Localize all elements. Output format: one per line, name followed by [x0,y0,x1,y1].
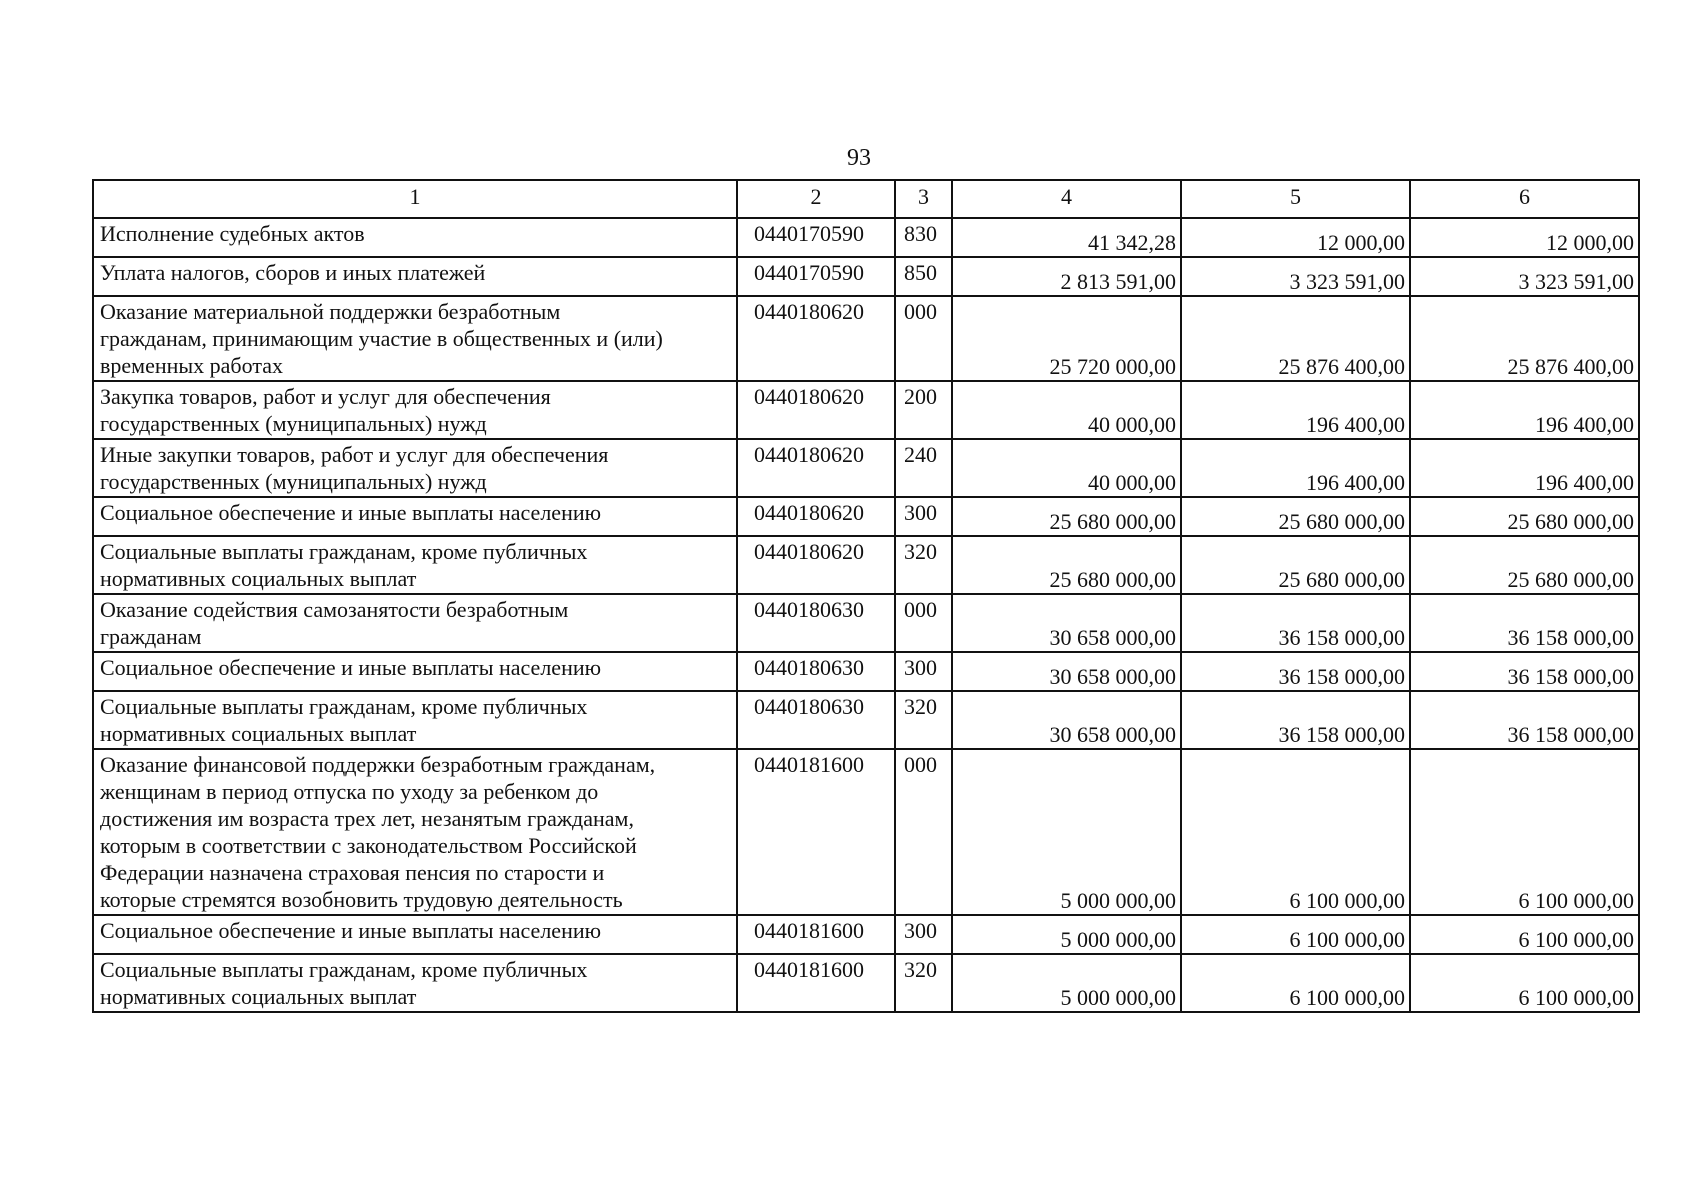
column-header: 4 [952,180,1181,218]
cell-amount-col6: 6 100 000,00 [1410,954,1639,1012]
cell-expense-type: 300 [895,497,952,536]
cell-item-name: Социальные выплаты гражданам, кроме публичных нормативных социальных выплат [93,691,737,749]
cell-item-name: Оказание финансовой поддержки безработным гражданам, женщинам в период отпуска по уходу за ребенком до достижения им возраста трех лет, незанятым гражданам, которым в соответствии с законодательством Российской Федерации назначена страховая пенсия по старости и которые стремятся возобновить трудовую деятельность [93,749,737,915]
cell-item-name: Оказание материальной поддержки безработным гражданам, принимающим участие в общественных и (или) временных работах [93,296,737,381]
cell-amount-col4: 30 658 000,00 [952,594,1181,652]
budget-table [92,179,1640,1013]
cell-amount-col5: 196 400,00 [1181,439,1410,497]
table-row [93,594,1639,652]
cell-item-name: Социальное обеспечение и иные выплаты населению [93,915,737,954]
cell-expense-type: 850 [895,257,952,296]
cell-amount-col4: 30 658 000,00 [952,691,1181,749]
cell-amount-col5: 12 000,00 [1181,218,1410,257]
cell-expense-type: 000 [895,749,952,915]
cell-target-code: 0440180620 [737,497,895,536]
cell-amount-col6: 36 158 000,00 [1410,691,1639,749]
cell-amount-col6: 3 323 591,00 [1410,257,1639,296]
cell-expense-type: 320 [895,954,952,1012]
cell-amount-col5: 25 680 000,00 [1181,536,1410,594]
cell-amount-col4: 25 720 000,00 [952,296,1181,381]
cell-amount-col5: 36 158 000,00 [1181,652,1410,691]
cell-expense-type: 000 [895,594,952,652]
cell-amount-col6: 6 100 000,00 [1410,915,1639,954]
cell-target-code: 0440170590 [737,218,895,257]
cell-item-name: Оказание содействия самозанятости безработным гражданам [93,594,737,652]
table-row [93,652,1639,691]
cell-amount-col5: 25 680 000,00 [1181,497,1410,536]
column-header: 3 [895,180,952,218]
cell-amount-col4: 5 000 000,00 [952,915,1181,954]
cell-amount-col6: 36 158 000,00 [1410,594,1639,652]
cell-target-code: 0440180630 [737,691,895,749]
cell-amount-col6: 12 000,00 [1410,218,1639,257]
cell-amount-col6: 196 400,00 [1410,439,1639,497]
table-row [93,218,1639,257]
cell-expense-type: 300 [895,915,952,954]
table-row [93,954,1639,1012]
cell-amount-col6: 25 680 000,00 [1410,536,1639,594]
cell-amount-col5: 6 100 000,00 [1181,915,1410,954]
column-header: 1 [93,180,737,218]
cell-amount-col4: 40 000,00 [952,439,1181,497]
table-row [93,381,1639,439]
cell-item-name: Социальное обеспечение и иные выплаты населению [93,652,737,691]
column-header: 6 [1410,180,1639,218]
cell-target-code: 0440181600 [737,749,895,915]
cell-target-code: 0440180620 [737,536,895,594]
cell-item-name: Социальные выплаты гражданам, кроме публичных нормативных социальных выплат [93,954,737,1012]
cell-amount-col5: 3 323 591,00 [1181,257,1410,296]
table-row [93,536,1639,594]
cell-target-code: 0440180630 [737,594,895,652]
cell-item-name: Уплата налогов, сборов и иных платежей [93,257,737,296]
cell-target-code: 0440181600 [737,954,895,1012]
cell-amount-col5: 25 876 400,00 [1181,296,1410,381]
cell-amount-col4: 41 342,28 [952,218,1181,257]
page-number: 93 [847,145,871,171]
cell-target-code: 0440180630 [737,652,895,691]
table-row [93,257,1639,296]
cell-expense-type: 830 [895,218,952,257]
cell-expense-type: 320 [895,691,952,749]
table-row [93,915,1639,954]
table-row [93,691,1639,749]
cell-target-code: 0440181600 [737,915,895,954]
cell-amount-col5: 6 100 000,00 [1181,749,1410,915]
cell-amount-col4: 25 680 000,00 [952,497,1181,536]
cell-amount-col6: 25 876 400,00 [1410,296,1639,381]
cell-amount-col5: 36 158 000,00 [1181,594,1410,652]
table-row [93,497,1639,536]
cell-expense-type: 320 [895,536,952,594]
cell-expense-type: 200 [895,381,952,439]
cell-target-code: 0440170590 [737,257,895,296]
cell-amount-col5: 196 400,00 [1181,381,1410,439]
table-row [93,749,1639,915]
cell-target-code: 0440180620 [737,381,895,439]
cell-amount-col4: 40 000,00 [952,381,1181,439]
cell-amount-col4: 5 000 000,00 [952,749,1181,915]
cell-item-name: Социальное обеспечение и иные выплаты населению [93,497,737,536]
cell-item-name: Иные закупки товаров, работ и услуг для обеспечения государственных (муниципальных) нужд [93,439,737,497]
column-header: 5 [1181,180,1410,218]
cell-amount-col5: 6 100 000,00 [1181,954,1410,1012]
table-row [93,296,1639,381]
cell-amount-col4: 25 680 000,00 [952,536,1181,594]
cell-amount-col6: 196 400,00 [1410,381,1639,439]
cell-amount-col5: 36 158 000,00 [1181,691,1410,749]
cell-item-name: Закупка товаров, работ и услуг для обеспечения государственных (муниципальных) нужд [93,381,737,439]
cell-expense-type: 240 [895,439,952,497]
cell-item-name: Исполнение судебных актов [93,218,737,257]
cell-amount-col4: 2 813 591,00 [952,257,1181,296]
cell-item-name: Социальные выплаты гражданам, кроме публичных нормативных социальных выплат [93,536,737,594]
cell-expense-type: 300 [895,652,952,691]
table-header-row [93,180,1639,218]
cell-amount-col4: 5 000 000,00 [952,954,1181,1012]
cell-target-code: 0440180620 [737,439,895,497]
cell-target-code: 0440180620 [737,296,895,381]
cell-amount-col6: 36 158 000,00 [1410,652,1639,691]
cell-amount-col6: 6 100 000,00 [1410,749,1639,915]
table-row [93,439,1639,497]
column-header: 2 [737,180,895,218]
cell-amount-col4: 30 658 000,00 [952,652,1181,691]
cell-expense-type: 000 [895,296,952,381]
cell-amount-col6: 25 680 000,00 [1410,497,1639,536]
